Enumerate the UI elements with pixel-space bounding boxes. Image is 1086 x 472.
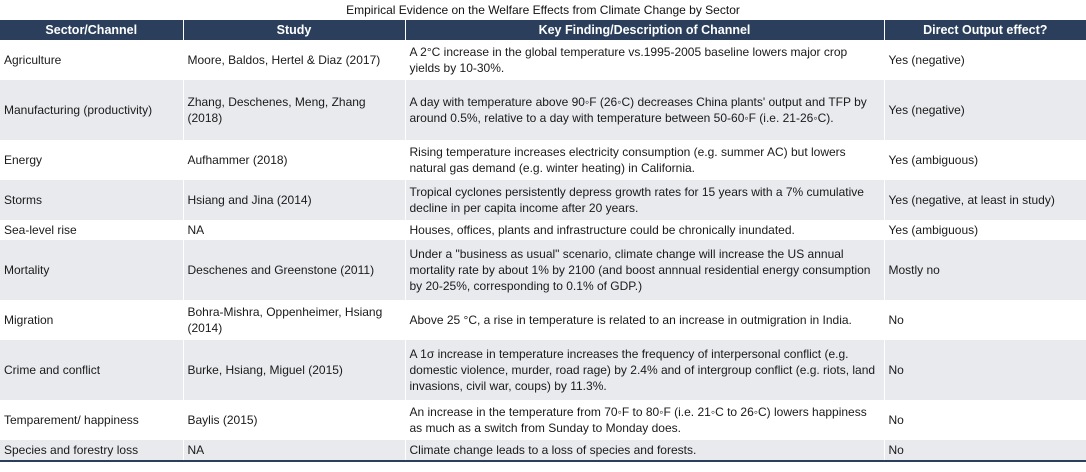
cell-effect: No: [884, 300, 1086, 340]
cell-finding: An increase in the temperature from 70◦F to 80◦F (i.e. 21◦C to 26◦C) lowers happiness as much as a switch from Sunday to Monday does.: [405, 400, 884, 440]
table-row: [0, 440, 1086, 461]
header-sector: Sector/Channel: [0, 20, 183, 40]
cell-finding: Houses, offices, plants and infrastructure could be chronically inundated.: [405, 220, 884, 240]
cell-sector: Sea-level rise: [0, 220, 183, 240]
cell-effect: No: [884, 340, 1086, 400]
cell-sector: Mortality: [0, 240, 183, 300]
table-row: [0, 40, 1086, 80]
cell-sector: Temparement/ happiness: [0, 400, 183, 440]
table-row: [0, 400, 1086, 440]
cell-finding: A 2°C increase in the global temperature vs.1995-2005 baseline lowers major crop yields by 10-30%.: [405, 40, 884, 80]
cell-sector: Energy: [0, 140, 183, 180]
header-finding: Key Finding/Description of Channel: [405, 20, 884, 40]
header-study: Study: [183, 20, 405, 40]
cell-sector: Species and forestry loss: [0, 440, 183, 461]
table-row: [0, 80, 1086, 140]
cell-finding: A 1σ increase in temperature increases the frequency of interpersonal conflict (e.g. domestic violence, murder, road rage) by 2.4% and of intergroup conflict (e.g. riots, land invasions, civil war, coups) by 11.3%.: [405, 340, 884, 400]
cell-effect: Yes (ambiguous): [884, 140, 1086, 180]
cell-effect: Yes (ambiguous): [884, 220, 1086, 240]
cell-finding: Tropical cyclones persistently depress growth rates for 15 years with a 7% cumulative decline in per capita income after 20 years.: [405, 180, 884, 220]
table-row: [0, 180, 1086, 220]
cell-finding: A day with temperature above 90◦F (26◦C) decreases China plants' output and TFP by around 0.5%, relative to a day with temperature between 50-60◦F (i.e. 21-26◦C).: [405, 80, 884, 140]
cell-study: NA: [183, 440, 405, 461]
cell-effect: Yes (negative): [884, 80, 1086, 140]
cell-finding: Climate change leads to a loss of species and forests.: [405, 440, 884, 461]
cell-effect: No: [884, 400, 1086, 440]
cell-sector: Agriculture: [0, 40, 183, 80]
cell-study: Deschenes and Greenstone (2011): [183, 240, 405, 300]
cell-effect: No: [884, 440, 1086, 461]
cell-finding: Rising temperature increases electricity consumption (e.g. summer AC) but lowers natural gas demand (e.g. winter heating) in California.: [405, 140, 884, 180]
cell-study: NA: [183, 220, 405, 240]
cell-effect: Yes (negative): [884, 40, 1086, 80]
cell-sector: Migration: [0, 300, 183, 340]
table-row: [0, 240, 1086, 300]
header-row: [0, 20, 1086, 40]
cell-study: Zhang, Deschenes, Meng, Zhang (2018): [183, 80, 405, 140]
table-title: Empirical Evidence on the Welfare Effects from Climate Change by Sector: [346, 3, 740, 17]
cell-finding: Under a "business as usual" scenario, climate change will increase the US annual mortality rate by about 1% by 2100 (and boost annnual residential energy consumption by 20-25%, corresponding to 0.1% of GDP.): [405, 240, 884, 300]
cell-study: Hsiang and Jina (2014): [183, 180, 405, 220]
cell-study: Bohra-Mishra, Oppenheimer, Hsiang (2014): [183, 300, 405, 340]
header-effect: Direct Output effect?: [884, 20, 1086, 40]
evidence-table: [0, 20, 1086, 462]
table-row: [0, 340, 1086, 400]
cell-sector: Manufacturing (productivity): [0, 80, 183, 140]
table-row: [0, 300, 1086, 340]
cell-finding: Above 25 °C, a rise in temperature is related to an increase in outmigration in India.: [405, 300, 884, 340]
cell-sector: Crime and conflict: [0, 340, 183, 400]
cell-study: Aufhammer (2018): [183, 140, 405, 180]
table-row: [0, 140, 1086, 180]
cell-effect: Mostly no: [884, 240, 1086, 300]
cell-sector: Storms: [0, 180, 183, 220]
cell-effect: Yes (negative, at least in study): [884, 180, 1086, 220]
cell-study: Moore, Baldos, Hertel & Diaz (2017): [183, 40, 405, 80]
cell-study: Baylis (2015): [183, 400, 405, 440]
table-row: [0, 220, 1086, 240]
cell-study: Burke, Hsiang, Miguel (2015): [183, 340, 405, 400]
